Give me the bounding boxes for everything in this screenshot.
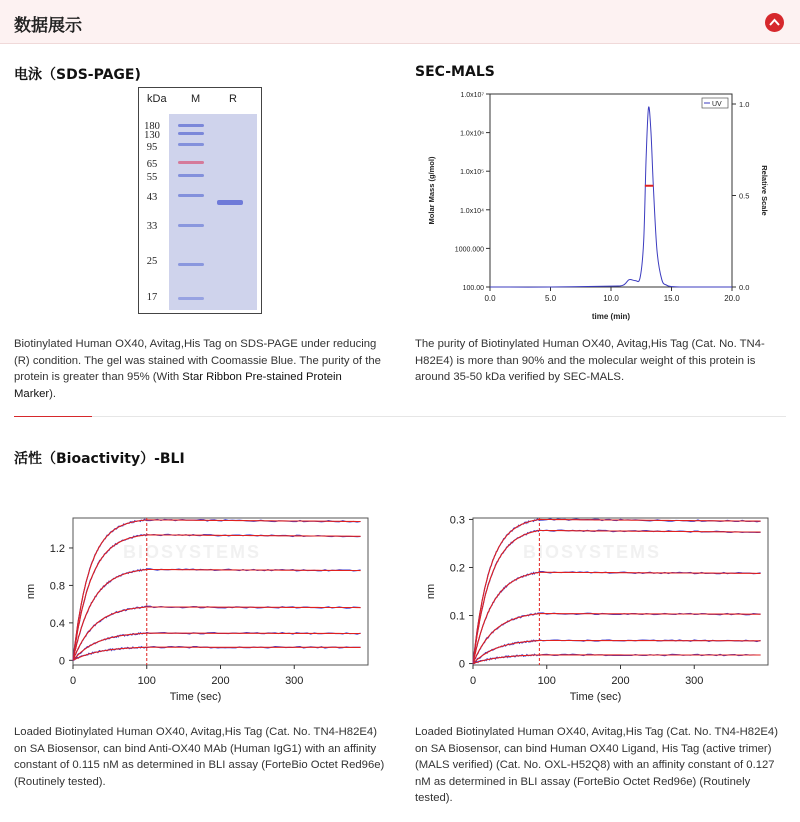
gel-marker-label: 43: [146, 192, 158, 203]
marker-band: [178, 263, 204, 266]
bli-right-fit-curve: [473, 655, 761, 664]
bli-title: 活性（Bioactivity）-BLI: [14, 451, 185, 467]
mals-y2-tick-label: 1.0: [739, 100, 750, 109]
gel-marker-label: 180: [144, 121, 160, 132]
mals-y2-tick-label: 0.0: [739, 283, 750, 292]
mals-y-tick-label: 1000.000: [454, 246, 484, 254]
bli-right-y-tick-label: 0.2: [449, 562, 465, 575]
bli-left-x-tick-label: 0: [69, 675, 77, 687]
sample-band: [217, 200, 243, 205]
marker-band: [178, 143, 204, 146]
gel-unit-label: kDa: [147, 93, 167, 105]
bli-left-x-tick-label: 300: [285, 675, 304, 687]
bli-right-raw-curve: [473, 572, 761, 663]
marker-band: [178, 124, 204, 127]
marker-band: [178, 224, 204, 227]
mals-y-tick-label: 100.00: [462, 285, 484, 292]
gel-marker-label: 55: [146, 172, 158, 183]
bli-left-x-tick-label: 100: [137, 675, 156, 687]
bli-right-fit-curve: [473, 641, 761, 664]
bli-caption-right: Loaded Biotinylated Human OX40, Avitag,His Tag (Cat. No. TN4-H82E4) on SA Biosensor, can bind Human OX40 Ligand, His Tag (active trimer) (MALS verified) (Cat. No. OXL-H52Q8) with an affinity constant of 0.127 nM as determined in BLI assay (ForteBio Octet Red96e) (Routinely tested).: [415, 726, 778, 804]
sec-mals-chart: [420, 84, 780, 324]
mals-x-tick-label: 10.0: [603, 294, 619, 303]
sds-title: 电泳（SDS-PAGE): [14, 67, 141, 83]
bli-left-plot-frame: [73, 518, 368, 665]
marker-band: [178, 161, 204, 164]
bli-left-xlabel: Time (sec): [169, 691, 222, 703]
mals-uv-trace: [490, 107, 732, 287]
bli-right-watermark: BIOSYSTEMS: [523, 542, 662, 562]
bli-left-raw-curve: [73, 519, 361, 661]
bli-left-raw-curve: [73, 647, 361, 661]
bli-left-y-tick-label: 1.2: [49, 542, 65, 555]
mals-xlabel: time (min): [591, 312, 631, 321]
mals-x-tick-label: 0.0: [484, 294, 496, 303]
bli-chart-anti-ox40: [20, 512, 380, 712]
mals-ylabel: Molar Mass (g/mol): [427, 156, 436, 225]
bli-chart-ox40-ligand: [420, 512, 780, 712]
bli-left-y-tick-label: 0.4: [49, 617, 65, 630]
chevron-up-icon: [769, 18, 780, 26]
mals-y-tick-label: 1.0x10⁵: [460, 169, 484, 177]
bli-right-x-tick-label: 200: [611, 675, 630, 687]
mals-y-tick-label: 1.0x10⁷: [460, 92, 484, 99]
bli-right-ylabel: nm: [425, 583, 437, 600]
mals-y-tick-label: 1.0x10⁶: [460, 130, 484, 138]
bli-right-xlabel: Time (sec): [569, 691, 622, 703]
mals-legend-label: UV: [712, 101, 722, 108]
header-title: 数据展示: [14, 16, 82, 36]
bli-left-y-tick-label: 0.8: [49, 580, 65, 593]
marker-product-link[interactable]: Star Ribbon Pre-stained Protein Marker: [14, 371, 342, 400]
mals-y-tick-label: 1.0x10⁴: [459, 207, 484, 215]
bli-right-x-tick-label: 0: [469, 675, 477, 687]
mals-y2label: Relative Scale: [760, 165, 769, 216]
marker-band: [178, 174, 204, 177]
bli-left-raw-curve: [73, 569, 361, 660]
marker-band: [178, 297, 204, 300]
bli-right-y-tick-label: 0.1: [449, 610, 465, 623]
section-divider-accent: [14, 416, 92, 417]
gel-marker-label: 17: [146, 292, 158, 303]
bli-caption-left: Loaded Biotinylated Human OX40, Avitag,His Tag (Cat. No. TN4-H82E4) on SA Biosensor, can bind Anti-OX40 MAb (Human IgG1) with an affinity constant of 0.115 nM as determined in BLI assay (ForteBio Octet Red96e) (Routinely tested).: [14, 726, 385, 788]
sds-caption-text: Biotinylated Human OX40, Avitag,His Tag on SDS-PAGE under reducing (R) condition. The gel was stained with Coomassie Blue. The purity of the protein is greater than 95% (With: [14, 338, 381, 383]
mals-plot-frame: [490, 94, 732, 287]
marker-band: [178, 194, 204, 197]
mals-x-tick-label: 5.0: [544, 294, 557, 303]
sds-gel-image: [138, 87, 262, 314]
gel-marker-label: 130: [144, 130, 160, 141]
sds-caption: [14, 336, 386, 402]
mals-title: SEC-MALS: [415, 64, 495, 80]
bli-right-y-tick-label: 0: [458, 658, 465, 671]
bli-right-x-tick-label: 100: [537, 675, 556, 687]
gel-lane-r-label: R: [229, 93, 237, 105]
gel-marker-label: 95: [146, 142, 158, 153]
section-divider: [14, 416, 786, 417]
bli-right-x-tick-label: 300: [685, 675, 704, 687]
bli-right-y-tick-label: 0.3: [449, 514, 465, 527]
bli-left-fit-curve: [73, 647, 361, 660]
gel-lane-m-label: M: [191, 93, 201, 105]
gel-marker-label: 65: [146, 159, 158, 170]
bli-left-fit-curve: [73, 570, 361, 661]
bli-left-fit-curve: [73, 520, 361, 660]
collapse-button[interactable]: [765, 13, 784, 32]
section-header: [0, 0, 800, 44]
gel-marker-label: 25: [146, 256, 158, 267]
bli-left-x-tick-label: 200: [211, 675, 230, 687]
bli-left-ylabel: nm: [25, 583, 37, 600]
mals-x-tick-label: 20.0: [724, 294, 740, 303]
gel-marker-label: 33: [146, 221, 158, 232]
mals-x-tick-label: 15.0: [663, 294, 680, 303]
bli-left-y-tick-label: 0: [58, 655, 65, 668]
gel-lanes: [169, 114, 257, 310]
bli-left-watermark: BIOSYSTEMS: [123, 542, 262, 562]
mals-caption: The purity of Biotinylated Human OX40, Avitag,His Tag (Cat. No. TN4-H82E4) is more than 90% and the molecular weight of this protein is around 35-50 kDa verified by SEC-MALS.: [415, 338, 765, 383]
marker-band: [178, 132, 204, 135]
sds-caption-end: ).: [49, 387, 57, 400]
mals-y2-tick-label: 0.5: [739, 191, 750, 201]
